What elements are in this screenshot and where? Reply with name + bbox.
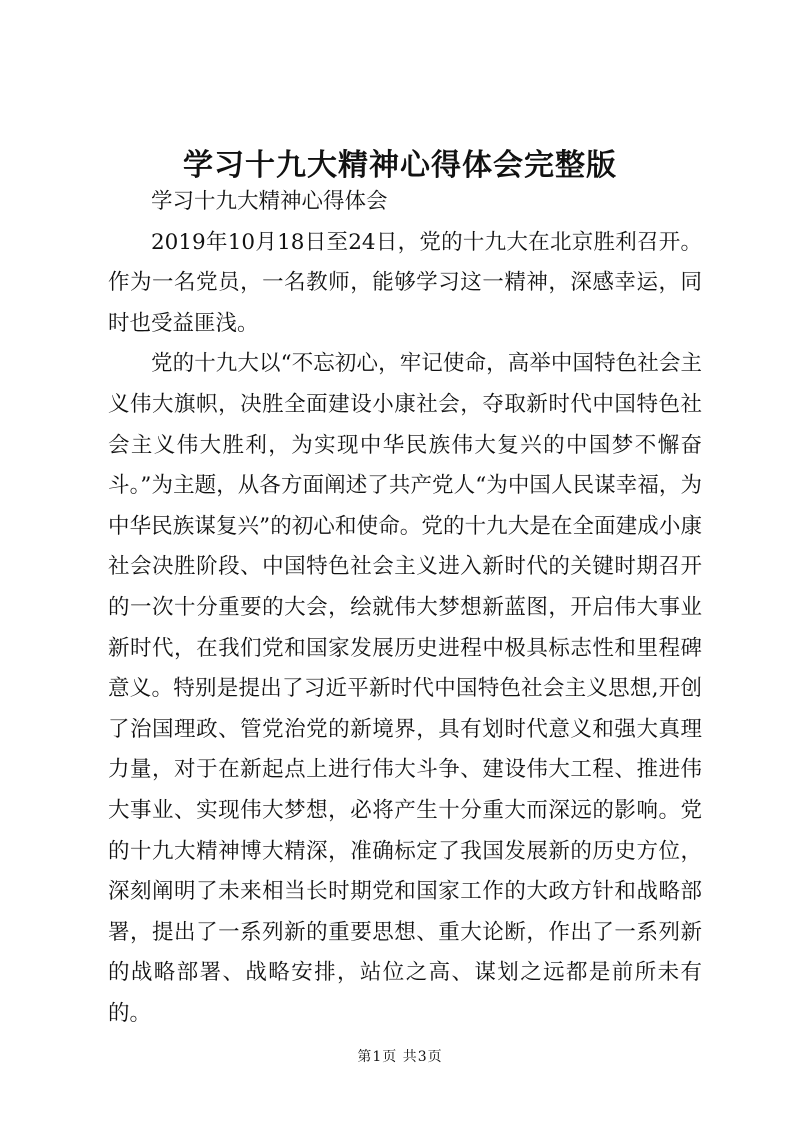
- subtitle-paragraph: 学习十九大精神心得体会: [151, 189, 388, 214]
- document-title: 学习十九大精神心得体会完整版: [183, 148, 617, 183]
- body-paragraph: 党的十九大以“不忘初心，牢记使命，高举中国特色社会主义伟大旗帜，决胜全面建设小康社会，夺取新时代中国特色社会主义伟大胜利，为实现中华民族伟大复兴的中国梦不懈奋斗。”为主题，从各方面阐述了共产党人“为中国人民谋幸福，为中华民族谋复兴”的初心和使命。党的十九大是在全面建成小康社会决胜阶段、中国特色社会主义进入新时代的关键时期召开的一次十分重要的大会，绘就伟大梦想新蓝图，开启伟大事业新时代，在我们党和国家发展历史进程中极具标志性和里程碑意义。特别是提出了习近平新时代中国特色社会主义思想,开创了治国理政、管党治党的新境界，具有划时代意义和强大真理力量，对于在新起点上进行伟大斗争、建设伟大工程、推进伟大事业、实现伟大梦想，必将产生十分重大而深远的影响。党的十九大精神博大精深，准确标定了我国发展新的历史方位，深刻阐明了未来相当长时期党和国家工作的大政方针和战略部署，提出了一系列新的重要思想、重大论断，作出了一系列新的战略部署、战略安排，站位之高、谋划之远都是前所未有的。: [108, 351, 702, 1026]
- document-body: [108, 182, 702, 1034]
- body-paragraph: 2019年10月18日至24日，党的十九大在北京胜利召开。作为一名党员，一名教师，能够学习这一精神，深感幸运，同时也受益匪浅。: [108, 229, 702, 336]
- page-number-footer: 第1页 共3页: [357, 1049, 443, 1065]
